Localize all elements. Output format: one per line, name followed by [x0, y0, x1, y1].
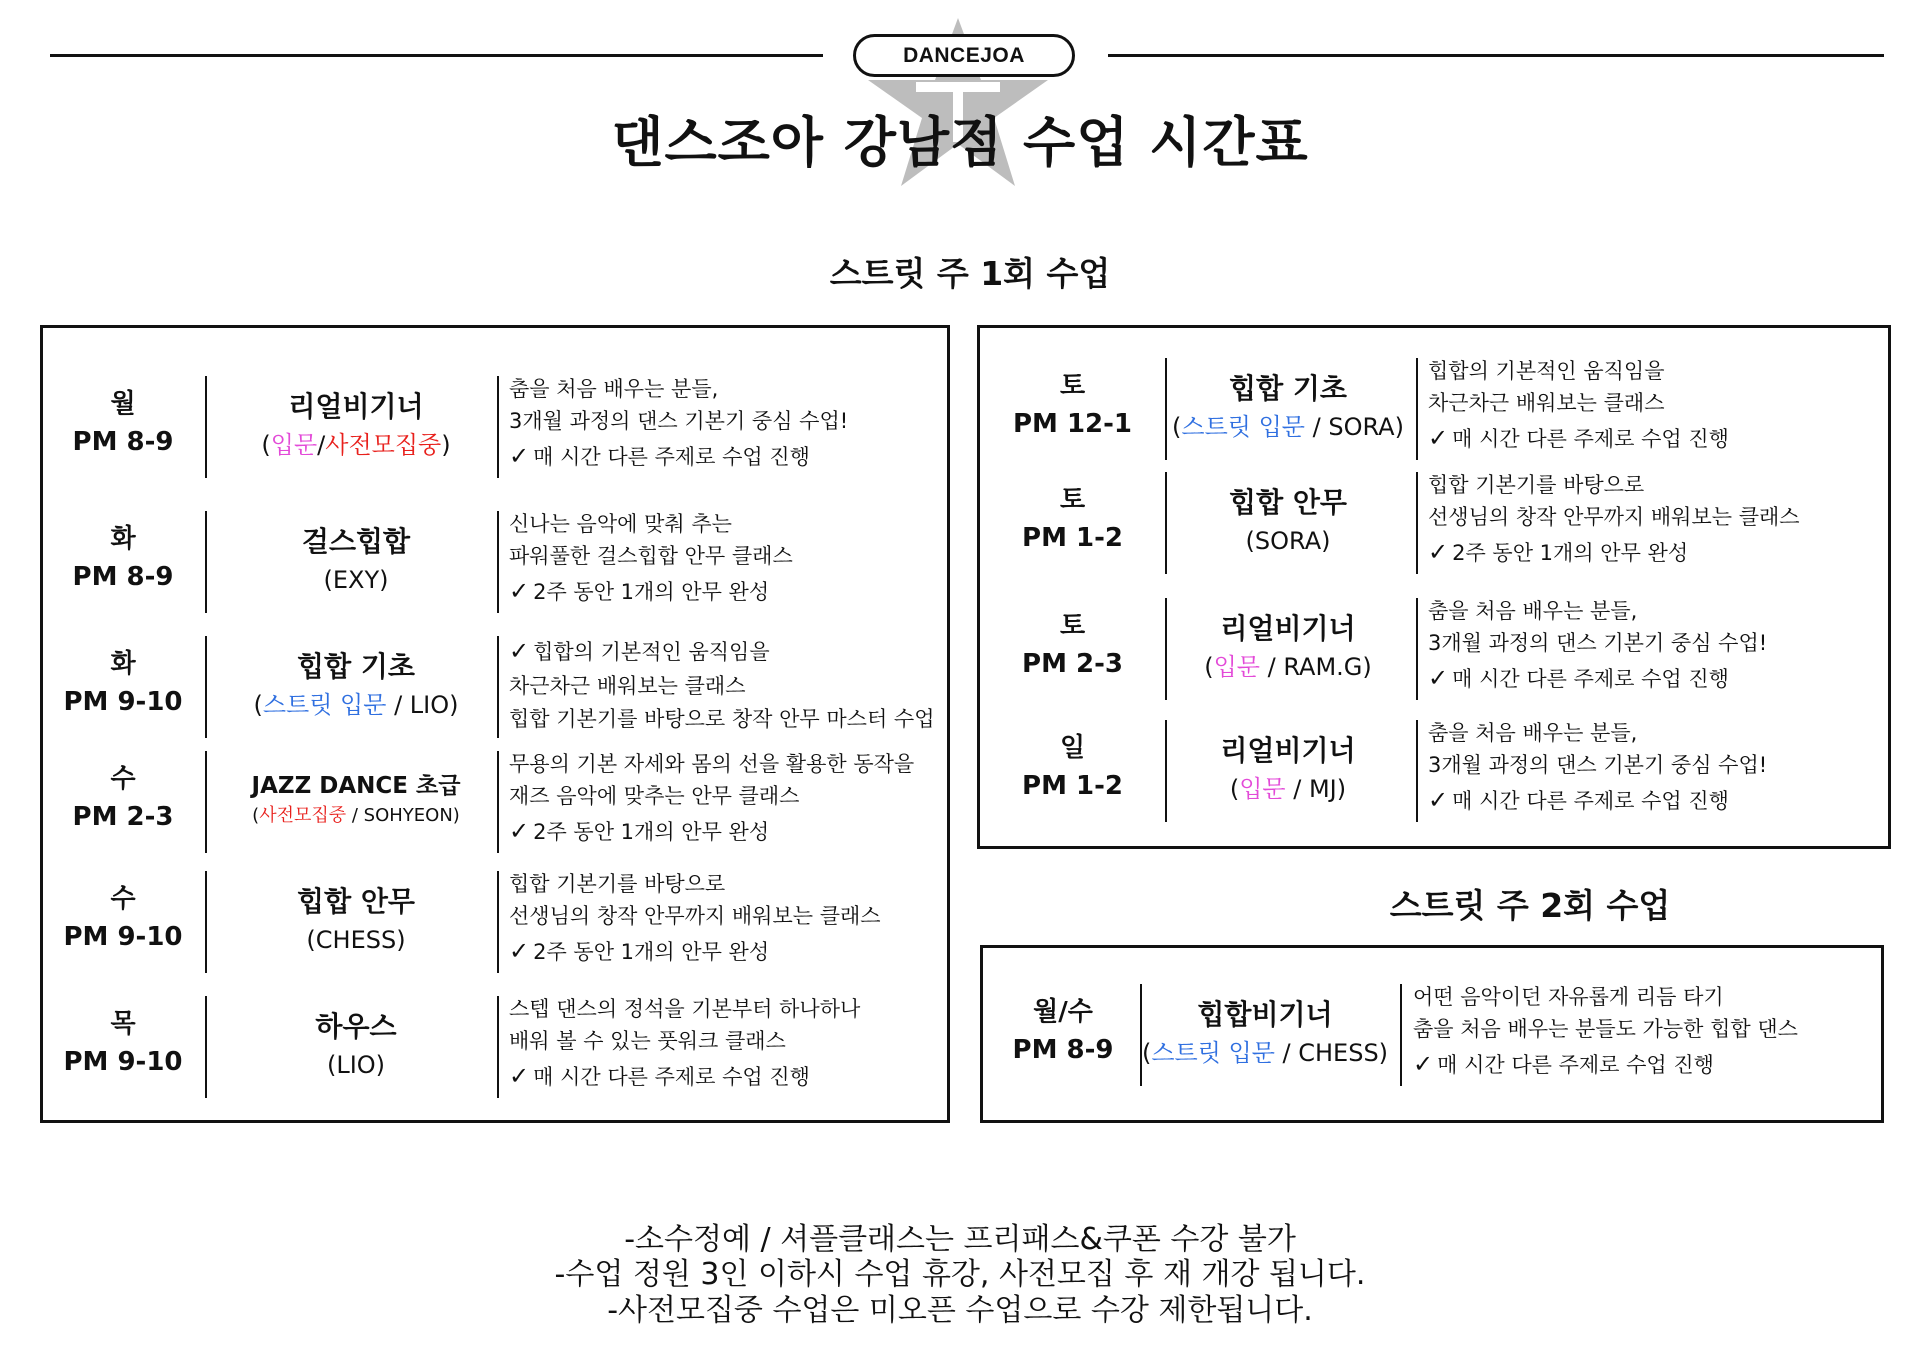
class-level-tag: 입문 [1213, 652, 1260, 681]
column-divider [1400, 984, 1402, 1086]
column-divider [205, 376, 207, 478]
class-day: 화 [110, 524, 136, 555]
description-line [509, 703, 934, 736]
description-line [1428, 355, 1729, 388]
class-info [1141, 976, 1389, 1088]
class-sub-text: ( [1204, 652, 1214, 681]
class-info [1172, 350, 1404, 462]
class-info [1172, 590, 1404, 702]
class-name: 리얼비기너 [288, 389, 424, 423]
class-time: PM 8-9 [72, 562, 174, 592]
class-level-instructor [1142, 1036, 1388, 1071]
class-description [1428, 712, 1767, 824]
class-row [43, 503, 947, 615]
column-divider [1165, 720, 1167, 822]
column-divider [497, 751, 499, 853]
description-line [1428, 749, 1767, 782]
class-info [211, 863, 501, 975]
class-row [980, 464, 1888, 576]
class-sub-text: / RAM.G) [1259, 652, 1372, 681]
checkmark-icon: ✓ [509, 1061, 530, 1090]
class-sub-text: / CHESS) [1274, 1038, 1389, 1067]
class-description [509, 743, 914, 855]
class-sub-text: ( [1141, 1038, 1152, 1067]
footer-notes [0, 1222, 1920, 1328]
description-line [509, 868, 881, 901]
description-text: 힙합 기본기를 바탕으로 [509, 871, 726, 896]
footer-note: -소수정예 / 셔플클래스는 프리패스&쿠폰 수강 불가 [624, 1222, 1296, 1257]
description-text: 3개월 과정의 댄스 기본기 중심 수업! [1428, 631, 1768, 656]
class-level-tag: 스트릿 입문 [1151, 1038, 1275, 1067]
description-text: 춤을 처음 배우는 분들도 가능한 힙합 댄스 [1413, 1017, 1798, 1042]
description-text: 차근차근 배워보는 클래스 [509, 674, 746, 699]
column-divider [205, 751, 207, 853]
description-line [509, 993, 860, 1026]
class-info [211, 743, 501, 855]
class-description [509, 503, 793, 615]
description-line [509, 1058, 860, 1095]
class-description [509, 863, 881, 975]
page-title: 댄스조아 강남점 수업 시간표 [611, 111, 1309, 174]
class-sub-text: ( [1229, 774, 1240, 803]
description-line [1413, 981, 1798, 1014]
class-level-instructor [1230, 772, 1346, 807]
class-name: 하우스 [315, 1009, 397, 1043]
class-sub-text: (EXY) [323, 565, 389, 594]
class-sub-text: (LIO) [326, 1050, 386, 1079]
column-divider [1416, 720, 1418, 822]
schedule-box-weekly-twice [980, 945, 1884, 1123]
class-row [43, 743, 947, 855]
class-schedule [980, 350, 1165, 462]
class-level-instructor [1246, 524, 1331, 559]
header-divider-right [1108, 54, 1884, 57]
description-line [1428, 534, 1800, 571]
class-level-instructor [327, 1048, 385, 1083]
class-schedule [980, 712, 1165, 824]
description-text: 매 시간 다른 주제로 수업 진행 [533, 444, 810, 469]
description-line [509, 900, 881, 933]
description-line [509, 670, 934, 703]
checkmark-icon: ✓ [1428, 663, 1449, 692]
column-divider [205, 871, 207, 973]
class-row [43, 628, 947, 740]
checkmark-icon: ✓ [1428, 785, 1449, 814]
class-sub-text: ( [252, 805, 260, 827]
checkmark-icon: ✓ [509, 636, 530, 665]
class-info [211, 628, 501, 740]
class-level-instructor [254, 688, 459, 723]
class-level-instructor [261, 428, 450, 463]
class-row [43, 863, 947, 975]
class-name: 힙합 안무 [297, 884, 415, 918]
description-line [509, 813, 914, 850]
column-divider [205, 996, 207, 1098]
description-line [1413, 1013, 1798, 1046]
class-description [509, 628, 934, 740]
class-sub-text: / [317, 430, 326, 459]
description-text: 선생님의 창작 안무까지 배워보는 클래스 [509, 904, 881, 929]
column-divider [1416, 472, 1418, 574]
class-row [43, 368, 947, 480]
footer-note: -수업 정원 3인 이하시 수업 휴강, 사전모집 후 재 개강 됩니다. [554, 1257, 1366, 1293]
description-text: 3개월 과정의 댄스 기본기 중심 수업! [1428, 753, 1768, 778]
class-description [1428, 590, 1767, 702]
description-text: 3개월 과정의 댄스 기본기 중심 수업! [509, 409, 849, 434]
class-info [211, 988, 501, 1100]
class-level-instructor [1172, 410, 1404, 445]
description-line [1413, 1046, 1798, 1083]
description-text: 매 시간 다른 주제로 수업 진행 [1452, 788, 1729, 813]
class-name: JAZZ DANCE 초급 [251, 772, 461, 799]
description-line [509, 540, 793, 573]
class-sub-text: (CHESS) [306, 925, 406, 954]
class-info [1172, 464, 1404, 576]
description-text: 스텝 댄스의 정석을 기본부터 하나하나 [509, 996, 861, 1021]
description-text: 차근차근 배워보는 클래스 [1428, 391, 1665, 416]
class-sub-text: / SOHYEON) [346, 805, 460, 827]
class-sub-text: / LIO) [386, 690, 459, 719]
class-time: PM 2-3 [72, 802, 174, 832]
class-sub-text: ( [1172, 412, 1182, 441]
class-time: PM 1-2 [1022, 771, 1123, 801]
description-text: 2주 동안 1개의 안무 완성 [533, 939, 770, 964]
class-schedule [43, 368, 203, 480]
description-text: 2주 동안 1개의 안무 완성 [533, 819, 770, 844]
class-info [1172, 712, 1404, 824]
class-row [43, 988, 947, 1100]
class-schedule [43, 503, 203, 615]
description-line [509, 573, 793, 610]
description-line [509, 933, 881, 970]
description-line [509, 633, 934, 670]
class-level-tag: 입문 [1239, 774, 1286, 803]
class-schedule [43, 628, 203, 740]
class-time: PM 9-10 [63, 1047, 183, 1077]
class-row [980, 712, 1888, 824]
description-line [1428, 595, 1767, 628]
class-name: 힙합 안무 [1229, 485, 1347, 519]
class-time: PM 12-1 [1012, 409, 1133, 439]
class-day: 목 [110, 1009, 136, 1040]
column-divider [205, 636, 207, 738]
description-line [1428, 782, 1767, 819]
column-divider [497, 511, 499, 613]
class-day: 월 [110, 389, 136, 420]
description-text: 매 시간 다른 주제로 수업 진행 [1437, 1052, 1714, 1077]
description-line [1428, 420, 1729, 457]
column-divider [497, 996, 499, 1098]
class-schedule [43, 743, 203, 855]
description-text: 재즈 음악에 맞추는 안무 클래스 [509, 784, 800, 809]
description-line [509, 508, 793, 541]
description-text: 매 시간 다른 주제로 수업 진행 [1452, 666, 1729, 691]
class-schedule [980, 590, 1165, 702]
class-row [980, 590, 1888, 702]
class-name: 힙합 기초 [297, 649, 415, 683]
class-name: 걸스힙합 [301, 524, 411, 558]
class-sub-text: / SORA) [1304, 412, 1404, 441]
description-line [1428, 387, 1729, 420]
class-sub-text: ( [253, 690, 263, 719]
description-line [1428, 469, 1800, 502]
description-text: 선생님의 창작 안무까지 배워보는 클래스 [1428, 505, 1800, 530]
class-day: 수 [110, 884, 136, 915]
class-level-tag: 사전모집중 [325, 430, 442, 459]
class-info [211, 368, 501, 480]
checkmark-icon: ✓ [1428, 537, 1449, 566]
checkmark-icon: ✓ [1413, 1049, 1434, 1078]
class-time: PM 9-10 [63, 922, 183, 952]
description-text: 2주 동안 1개의 안무 완성 [1452, 540, 1689, 565]
schedule-box-weekly-once-right [977, 325, 1891, 849]
description-text: 신나는 음악에 맞춰 추는 [509, 511, 732, 536]
description-text: 배워 볼 수 있는 풋워크 클래스 [509, 1029, 786, 1054]
class-name: 리얼비기너 [1220, 611, 1356, 645]
class-level-instructor [252, 803, 460, 829]
description-text: 파워풀한 걸스힙합 안무 클래스 [509, 544, 793, 569]
description-line [509, 438, 848, 475]
column-divider [1165, 472, 1167, 574]
class-day: 화 [110, 649, 136, 680]
description-text: 춤을 처음 배우는 분들, [1428, 720, 1638, 745]
header-divider-left [50, 54, 823, 57]
description-text: 2주 동안 1개의 안무 완성 [533, 579, 770, 604]
class-schedule [980, 464, 1165, 576]
checkmark-icon: ✓ [509, 816, 530, 845]
class-info [211, 503, 501, 615]
class-sub-text: ( [261, 430, 271, 459]
column-divider [497, 871, 499, 973]
column-divider [1165, 598, 1167, 700]
class-level-tag: 스트릿 입문 [1181, 412, 1305, 441]
class-level-instructor [1204, 650, 1372, 685]
class-time: PM 8-9 [1012, 1035, 1114, 1065]
class-name: 힙합 기초 [1229, 371, 1347, 405]
description-line [509, 405, 848, 438]
description-line [509, 748, 914, 781]
column-divider [497, 376, 499, 478]
class-time: PM 8-9 [72, 427, 174, 457]
column-divider [1165, 358, 1167, 460]
description-line [1428, 717, 1767, 750]
description-text: 춤을 처음 배우는 분들, [1428, 598, 1638, 623]
class-day: 월/수 [1033, 997, 1093, 1028]
description-line [509, 780, 914, 813]
description-line [1428, 627, 1767, 660]
section-title-weekly-twice: 스트릿 주 2회 수업 [1389, 886, 1671, 925]
class-level-instructor [306, 923, 405, 958]
class-description [1428, 464, 1800, 576]
class-sub-text: ) [441, 430, 451, 459]
class-day: 일 [1059, 733, 1086, 764]
column-divider [1416, 598, 1418, 700]
class-schedule [983, 976, 1143, 1088]
description-line [1428, 501, 1800, 534]
class-sub-text: (SORA) [1245, 526, 1331, 555]
class-day: 토 [1059, 611, 1086, 642]
class-schedule [43, 988, 203, 1100]
description-text: 힙합의 기본적인 움직임을 [533, 639, 770, 664]
class-day: 토 [1059, 371, 1086, 402]
class-sub-text: / MJ) [1285, 774, 1347, 803]
description-line [509, 1025, 860, 1058]
footer-note: -사전모집중 수업은 미오픈 수업으로 수강 제한됩니다. [607, 1292, 1313, 1328]
class-day: 토 [1059, 485, 1086, 516]
class-time: PM 1-2 [1022, 523, 1123, 553]
class-description [509, 368, 848, 480]
column-divider [1416, 358, 1418, 460]
checkmark-icon: ✓ [509, 936, 530, 965]
class-description [1413, 976, 1798, 1088]
class-day: 수 [110, 764, 136, 795]
class-row [980, 350, 1888, 462]
description-text: 힙합 기본기를 바탕으로 창작 안무 마스터 수업 [509, 706, 935, 731]
class-description [1428, 350, 1729, 462]
class-level-tag: 사전모집중 [259, 805, 347, 827]
checkmark-icon: ✓ [1428, 423, 1449, 452]
class-name: 리얼비기너 [1220, 733, 1356, 767]
class-level-instructor [324, 563, 389, 598]
description-text: 매 시간 다른 주제로 수업 진행 [533, 1064, 810, 1089]
class-time: PM 2-3 [1022, 649, 1123, 679]
description-text: 힙합 기본기를 바탕으로 [1428, 472, 1645, 497]
description-text: 무용의 기본 자세와 몸의 선을 활용한 동작을 [509, 751, 915, 776]
schedule-box-weekly-once-left [40, 325, 950, 1123]
description-text: 어떤 음악이던 자유롭게 리듬 타기 [1413, 984, 1724, 1009]
class-description [509, 988, 860, 1100]
column-divider [205, 511, 207, 613]
class-level-tag: 입문 [270, 430, 318, 459]
class-time: PM 9-10 [63, 687, 183, 717]
description-text: 매 시간 다른 주제로 수업 진행 [1452, 426, 1729, 451]
description-line [1428, 660, 1767, 697]
checkmark-icon: ✓ [509, 441, 530, 470]
class-name: 힙합비기너 [1197, 997, 1333, 1031]
column-divider [497, 636, 499, 738]
brand-badge: DANCEJOA [853, 34, 1075, 77]
class-schedule [43, 863, 203, 975]
checkmark-icon: ✓ [509, 576, 530, 605]
class-row [983, 976, 1881, 1088]
description-line [509, 373, 848, 406]
description-text: 힙합의 기본적인 움직임을 [1428, 358, 1665, 383]
section-title-weekly-once: 스트릿 주 1회 수업 [829, 254, 1111, 293]
description-text: 춤을 처음 배우는 분들, [509, 376, 719, 401]
class-level-tag: 스트릿 입문 [262, 690, 387, 719]
